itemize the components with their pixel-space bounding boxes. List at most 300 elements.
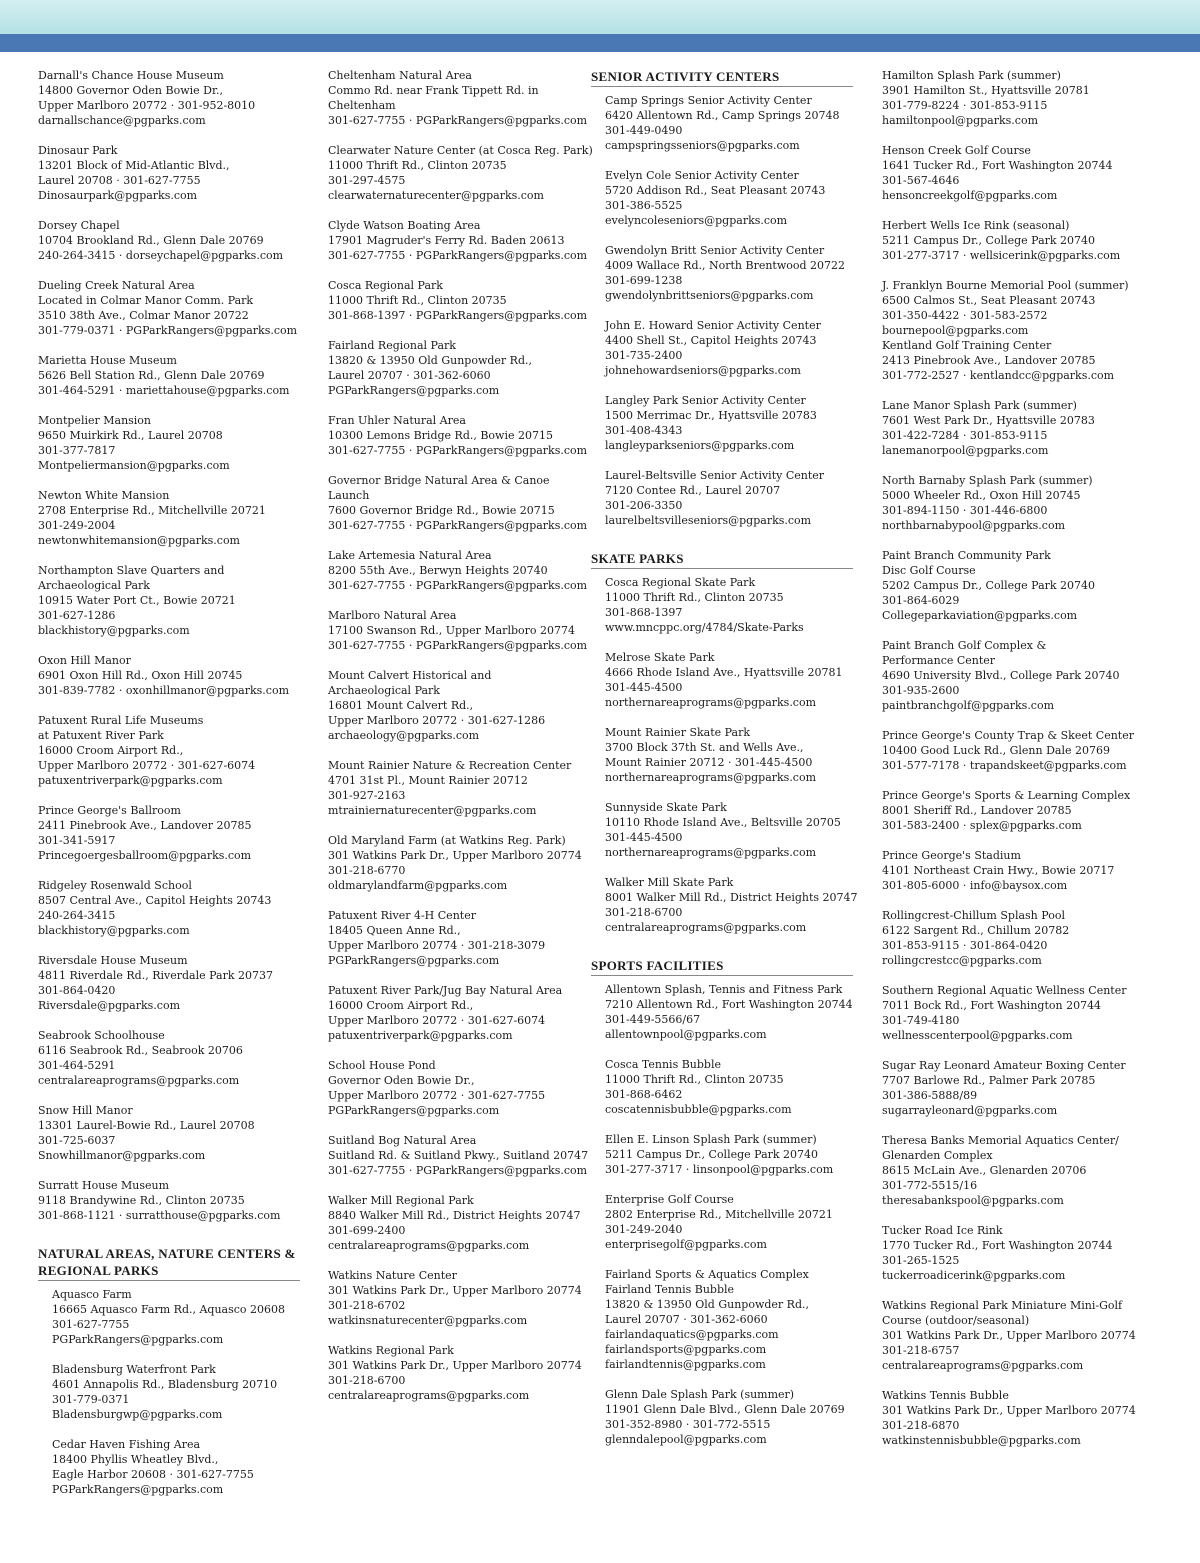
entry-name: John E. Howard Senior Activity Center xyxy=(605,319,821,332)
entry-detail: 301 Watkins Park Dr., Upper Marlboro 20774 xyxy=(328,849,582,862)
entry-detail: 14800 Governor Oden Bowie Dr., xyxy=(38,84,224,97)
entry-detail: 301-445-4500 xyxy=(605,831,683,844)
directory-entry xyxy=(328,1193,590,1253)
entry-detail: 301-927-2163 xyxy=(328,789,406,802)
entry-name: Enterprise Golf Course xyxy=(605,1193,734,1206)
directory-entry xyxy=(882,1298,1144,1373)
directory-entry xyxy=(38,1028,300,1088)
entry-detail: 301-779-0371 xyxy=(52,1393,130,1406)
entry-detail: Located in Colmar Manor Comm. Park xyxy=(38,294,254,307)
entry-detail: 301-218-6770 xyxy=(328,864,406,877)
entry-detail: 301-699-1238 xyxy=(605,274,683,287)
entry-detail: 301-265-1525 xyxy=(882,1254,960,1267)
entry-name: Laurel-Beltsville Senior Activity Center xyxy=(605,469,825,482)
entry-detail: 3510 38th Ave., Colmar Manor 20722 xyxy=(38,309,249,322)
column-3 xyxy=(591,68,858,1462)
directory-entry xyxy=(38,713,300,788)
directory-entry xyxy=(591,1192,853,1252)
entry-name: Dorsey Chapel xyxy=(38,219,120,232)
directory-entry xyxy=(882,473,1144,533)
entry-detail: 7601 West Park Dr., Hyattsville 20783 xyxy=(882,414,1095,427)
entry-name: Walker Mill Regional Park xyxy=(328,1194,474,1207)
entry-detail: 6901 Oxon Hill Rd., Oxon Hill 20745 xyxy=(38,669,243,682)
entry-name: Fairland Regional Park xyxy=(328,339,456,352)
entry-detail: Eagle Harbor 20608 · 301-627-7755 xyxy=(52,1468,254,1481)
entry-name: Old Maryland Farm (at Watkins Reg. Park) xyxy=(328,834,566,847)
entry-detail: 13301 Laurel-Bowie Rd., Laurel 20708 xyxy=(38,1119,255,1132)
entry-detail: tuckerroadicerink@pgparks.com xyxy=(882,1269,1066,1282)
entry-detail: 301-422-7284 · 301-853-9115 xyxy=(882,429,1048,442)
entry-detail: hensoncreekgolf@pgparks.com xyxy=(882,189,1058,202)
entry-name: Riversdale House Museum xyxy=(38,954,188,967)
directory-entry xyxy=(38,1362,300,1422)
entry-name: Paint Branch Community Park xyxy=(882,549,1051,562)
entry-detail: Glenarden Complex xyxy=(882,1149,993,1162)
directory-entry xyxy=(882,1058,1144,1118)
header-gradient-band xyxy=(0,0,1200,34)
directory-entry xyxy=(328,218,590,263)
entry-detail: clearwaternaturecenter@pgparks.com xyxy=(328,189,544,202)
directory-entry xyxy=(882,218,1144,263)
entry-detail: 301-297-4575 xyxy=(328,174,406,187)
entry-detail: sugarrayleonard@pgparks.com xyxy=(882,1104,1058,1117)
entry-detail: 5211 Campus Dr., College Park 20740 xyxy=(882,234,1096,247)
entry-name: Ridgeley Rosenwald School xyxy=(38,879,192,892)
directory-entry xyxy=(38,218,300,263)
directory-entry xyxy=(38,278,300,338)
directory-entry xyxy=(38,1103,300,1163)
entry-detail: 301-868-1121 · surratthouse@pgparks.com xyxy=(38,1209,281,1222)
entry-detail: 301-386-5525 xyxy=(605,199,683,212)
entry-detail: Course (outdoor/seasonal) xyxy=(882,1314,1030,1327)
entry-detail: 301-627-7755 · PGParkRangers@pgparks.com xyxy=(328,249,588,262)
entry-name: Mount Rainier Nature & Recreation Center xyxy=(328,759,572,772)
directory-entry xyxy=(591,982,853,1042)
entry-detail: 7210 Allentown Rd., Fort Washington 20744 xyxy=(605,998,853,1011)
entry-detail: 301-341-5917 xyxy=(38,834,116,847)
entry-detail: Collegeparkaviation@pgparks.com xyxy=(882,609,1078,622)
entry-detail: Governor Oden Bowie Dr., xyxy=(328,1074,475,1087)
entry-detail: 7707 Barlowe Rd., Palmer Park 20785 xyxy=(882,1074,1096,1087)
entry-detail: 6122 Sargent Rd., Chillum 20782 xyxy=(882,924,1070,937)
entry-detail: 13201 Block of Mid-Atlantic Blvd., xyxy=(38,159,230,172)
directory-section xyxy=(38,1245,300,1497)
entry-detail: northernareaprograms@pgparks.com xyxy=(605,846,817,859)
entry-detail: archaeology@pgparks.com xyxy=(328,729,480,742)
entry-name: Aquasco Farm xyxy=(52,1288,132,1301)
directory-section xyxy=(38,68,300,1223)
entry-detail: 301-218-6700 xyxy=(605,906,683,919)
directory-entry xyxy=(591,575,853,635)
entry-detail: fairlandaquatics@pgparks.com xyxy=(605,1328,779,1341)
entry-detail: 301-627-7755 · PGParkRangers@pgparks.com xyxy=(328,114,588,127)
directory-entry xyxy=(38,1178,300,1223)
entry-detail: Princegoergesballroom@pgparks.com xyxy=(38,849,252,862)
entry-detail: 16000 Croom Airport Rd., xyxy=(328,999,474,1012)
entry-detail: 301-445-4500 xyxy=(605,681,683,694)
entry-detail: allentownpool@pgparks.com xyxy=(605,1028,767,1041)
entry-detail: 301-935-2600 xyxy=(882,684,960,697)
entry-detail: Upper Marlboro 20772 · 301-952-8010 xyxy=(38,99,256,112)
directory-entry xyxy=(328,983,590,1043)
directory-entry xyxy=(882,548,1144,623)
entry-detail: Kentland Golf Training Center xyxy=(882,339,1052,352)
entry-name: Lane Manor Splash Park (summer) xyxy=(882,399,1077,412)
entry-detail: 8507 Central Ave., Capitol Heights 20743 xyxy=(38,894,272,907)
entry-detail: paintbranchgolf@pgparks.com xyxy=(882,699,1055,712)
column-1 xyxy=(38,68,300,1512)
entry-detail: Performance Center xyxy=(882,654,996,667)
entry-name: Watkins Tennis Bubble xyxy=(882,1389,1009,1402)
section-heading: SENIOR ACTIVITY CENTERS xyxy=(591,68,853,87)
entry-detail: coscatennisbubble@pgparks.com xyxy=(605,1103,792,1116)
entry-detail: watkinsnaturecenter@pgparks.com xyxy=(328,1314,528,1327)
directory-section xyxy=(328,68,593,1403)
entry-name: Prince George's Stadium xyxy=(882,849,1021,862)
entry-name: Evelyn Cole Senior Activity Center xyxy=(605,169,799,182)
entry-detail: centralareaprograms@pgparks.com xyxy=(328,1239,530,1252)
section-heading: SPORTS FACILITIES xyxy=(591,957,853,976)
entry-detail: 301-350-4422 · 301-583-2572 xyxy=(882,309,1048,322)
entry-name: Newton White Mansion xyxy=(38,489,170,502)
directory-entry xyxy=(38,353,300,398)
entry-detail: mtrainiernaturecenter@pgparks.com xyxy=(328,804,537,817)
entry-detail: 301-735-2400 xyxy=(605,349,683,362)
entry-name: Patuxent River Park/Jug Bay Natural Area xyxy=(328,984,563,997)
entry-name: Montpelier Mansion xyxy=(38,414,152,427)
entry-name: Herbert Wells Ice Rink (seasonal) xyxy=(882,219,1070,232)
entry-name: Paint Branch Golf Complex & xyxy=(882,639,1047,652)
entry-name: Mount Rainier Skate Park xyxy=(605,726,751,739)
directory-entry xyxy=(591,93,853,153)
entry-detail: 301-772-2527 · kentlandcc@pgparks.com xyxy=(882,369,1115,382)
entry-detail: 301-386-5888/89 xyxy=(882,1089,978,1102)
entry-detail: PGParkRangers@pgparks.com xyxy=(52,1483,224,1496)
directory-entry xyxy=(591,468,853,528)
entry-detail: Upper Marlboro 20772 · 301-627-6074 xyxy=(38,759,256,772)
entry-name: Gwendolyn Britt Senior Activity Center xyxy=(605,244,825,257)
entry-detail: Laurel 20707 · 301-362-6060 xyxy=(605,1313,768,1326)
directory-entry xyxy=(591,1132,853,1177)
entry-name: Prince George's County Trap & Skeet Center xyxy=(882,729,1134,742)
entry-detail: 18405 Queen Anne Rd., xyxy=(328,924,461,937)
entry-detail: hamiltonpool@pgparks.com xyxy=(882,114,1039,127)
entry-detail: Dinosaurpark@pgparks.com xyxy=(38,189,198,202)
entry-name: Clearwater Nature Center (at Cosca Reg. Park) xyxy=(328,144,593,157)
directory-entry xyxy=(38,803,300,863)
entry-detail: patuxentriverpark@pgparks.com xyxy=(328,1029,513,1042)
entry-detail: centralareaprograms@pgparks.com xyxy=(605,921,807,934)
entry-detail: newtonwhitemansion@pgparks.com xyxy=(38,534,240,547)
directory-entry xyxy=(328,1268,590,1328)
entry-detail: 301-839-7782 · oxonhillmanor@pgparks.com xyxy=(38,684,289,697)
entry-name: Cosca Regional Skate Park xyxy=(605,576,756,589)
entry-name: Sugar Ray Leonard Amateur Boxing Center xyxy=(882,1059,1126,1072)
entry-detail: 301-449-5566/67 xyxy=(605,1013,701,1026)
entry-detail: 10300 Lemons Bridge Rd., Bowie 20715 xyxy=(328,429,553,442)
entry-name: Suitland Bog Natural Area xyxy=(328,1134,477,1147)
entry-name: Marlboro Natural Area xyxy=(328,609,457,622)
entry-detail: 240-264-3415 xyxy=(38,909,116,922)
entry-detail: 10110 Rhode Island Ave., Beltsville 20705 xyxy=(605,816,841,829)
entry-detail: 301-894-1150 · 301-446-6800 xyxy=(882,504,1048,517)
directory-entry xyxy=(882,398,1144,458)
directory-entry xyxy=(328,473,590,533)
entry-detail: 4701 31st Pl., Mount Rainier 20712 xyxy=(328,774,528,787)
directory-entry xyxy=(591,393,853,453)
entry-name: J. Franklyn Bourne Memorial Pool (summer) xyxy=(882,279,1129,292)
entry-detail: 301-853-9115 · 301-864-0420 xyxy=(882,939,1048,952)
section-heading: NATURAL AREAS, NATURE CENTERS & REGIONAL PARKS xyxy=(38,1245,300,1281)
entry-name: Sunnyside Skate Park xyxy=(605,801,727,814)
entry-detail: 6116 Seabrook Rd., Seabrook 20706 xyxy=(38,1044,243,1057)
entry-name: Henson Creek Golf Course xyxy=(882,144,1031,157)
entry-name: Tucker Road Ice Rink xyxy=(882,1224,1003,1237)
entry-detail: 301-779-0371 · PGParkRangers@pgparks.com xyxy=(38,324,298,337)
header-blue-band xyxy=(0,34,1200,52)
entry-detail: 301-249-2040 xyxy=(605,1223,683,1236)
directory-entry xyxy=(328,668,590,743)
entry-detail: rollingcrestcc@pgparks.com xyxy=(882,954,1042,967)
directory-entry xyxy=(328,413,590,458)
entry-detail: 301-868-1397 xyxy=(605,606,683,619)
directory-entry xyxy=(328,758,590,818)
directory-entry xyxy=(591,168,853,228)
entry-detail: Disc Golf Course xyxy=(882,564,976,577)
entry-detail: 17100 Swanson Rd., Upper Marlboro 20774 xyxy=(328,624,575,637)
directory-entry xyxy=(882,983,1144,1043)
entry-detail: Snowhillmanor@pgparks.com xyxy=(38,1149,206,1162)
directory-entry xyxy=(38,1437,300,1497)
entry-name: Hamilton Splash Park (summer) xyxy=(882,69,1061,82)
entry-detail: 301-218-6702 xyxy=(328,1299,406,1312)
directory-entry xyxy=(882,68,1144,128)
entry-detail: 13820 & 13950 Old Gunpowder Rd., xyxy=(605,1298,809,1311)
entry-detail: 301-577-7178 · trapandskeet@pgparks.com xyxy=(882,759,1127,772)
entry-detail: PGParkRangers@pgparks.com xyxy=(328,954,500,967)
entry-detail: 301-627-7755 · PGParkRangers@pgparks.com xyxy=(328,519,588,532)
entry-detail: 2413 Pinebrook Ave., Landover 20785 xyxy=(882,354,1096,367)
entry-detail: gwendolynbrittseniors@pgparks.com xyxy=(605,289,814,302)
entry-name: Camp Springs Senior Activity Center xyxy=(605,94,812,107)
entry-detail: 301-627-7755 · PGParkRangers@pgparks.com xyxy=(328,1164,588,1177)
entry-detail: 301 Watkins Park Dr., Upper Marlboro 20774 xyxy=(328,1359,582,1372)
entry-detail: langleyparkseniors@pgparks.com xyxy=(605,439,795,452)
entry-detail: 10704 Brookland Rd., Glenn Dale 20769 xyxy=(38,234,264,247)
entry-name: Theresa Banks Memorial Aquatics Center/ xyxy=(882,1134,1119,1147)
directory-entry xyxy=(591,875,858,935)
entry-name: Cedar Haven Fishing Area xyxy=(52,1438,201,1451)
directory-entry xyxy=(328,1343,590,1403)
entry-detail: 16665 Aquasco Farm Rd., Aquasco 20608 xyxy=(52,1303,286,1316)
directory-entry xyxy=(882,1388,1144,1448)
directory-entry xyxy=(591,800,853,860)
entry-name: Lake Artemesia Natural Area xyxy=(328,549,492,562)
entry-detail: 10400 Good Luck Rd., Glenn Dale 20769 xyxy=(882,744,1110,757)
entry-detail: 8001 Walker Mill Rd., District Heights 20747 xyxy=(605,891,858,904)
entry-detail: 301-627-7755 xyxy=(52,1318,130,1331)
entry-detail: wellnesscenterpool@pgparks.com xyxy=(882,1029,1073,1042)
entry-name: Prince George's Sports & Learning Complex xyxy=(882,789,1131,802)
directory-entry xyxy=(591,725,853,785)
entry-detail: 301-627-7755 · PGParkRangers@pgparks.com xyxy=(328,639,588,652)
entry-detail: 1500 Merrimac Dr., Hyattsville 20783 xyxy=(605,409,817,422)
entry-detail: bournepool@pgparks.com xyxy=(882,324,1029,337)
entry-detail: 301-277-3717 · wellsicerink@pgparks.com xyxy=(882,249,1121,262)
entry-detail: 6420 Allentown Rd., Camp Springs 20748 xyxy=(605,109,840,122)
entry-detail: enterprisegolf@pgparks.com xyxy=(605,1238,767,1251)
entry-detail: 4666 Rhode Island Ave., Hyattsville 20781 xyxy=(605,666,843,679)
entry-detail: www.mncppc.org/4784/Skate-Parks xyxy=(605,621,804,634)
entry-detail: Commo Rd. near Frank Tippett Rd. in xyxy=(328,84,539,97)
directory-entry xyxy=(38,878,300,938)
entry-detail: 5211 Campus Dr., College Park 20740 xyxy=(605,1148,819,1161)
entry-detail: 301-352-8980 · 301-772-5515 xyxy=(605,1418,771,1431)
directory-entry xyxy=(591,1387,853,1447)
entry-detail: 301 Watkins Park Dr., Upper Marlboro 20774 xyxy=(882,1404,1136,1417)
directory-section xyxy=(591,957,853,1447)
entry-detail: 301-627-1286 xyxy=(38,609,116,622)
entry-detail: 301-779-8224 · 301-853-9115 xyxy=(882,99,1048,112)
entry-name: Walker Mill Skate Park xyxy=(605,876,734,889)
directory-entry xyxy=(328,608,590,653)
directory-entry xyxy=(591,318,853,378)
entry-detail: 1641 Tucker Rd., Fort Washington 20744 xyxy=(882,159,1113,172)
entry-detail: 301-699-2400 xyxy=(328,1224,406,1237)
entry-detail: 5626 Bell Station Rd., Glenn Dale 20769 xyxy=(38,369,265,382)
directory-entry xyxy=(591,1057,853,1117)
entry-detail: 16000 Croom Airport Rd., xyxy=(38,744,184,757)
entry-detail: 9118 Brandywine Rd., Clinton 20735 xyxy=(38,1194,245,1207)
directory-entry xyxy=(38,68,300,128)
directory-entry xyxy=(882,788,1144,833)
entry-detail: evelyncoleseniors@pgparks.com xyxy=(605,214,788,227)
entry-name: Cheltenham Natural Area xyxy=(328,69,472,82)
entry-name: Watkins Regional Park Miniature Mini-Golf xyxy=(882,1299,1123,1312)
directory-entry xyxy=(882,1133,1144,1208)
directory-entry xyxy=(38,653,300,698)
entry-name: Glenn Dale Splash Park (summer) xyxy=(605,1388,795,1401)
entry-detail: 7600 Governor Bridge Rd., Bowie 20715 xyxy=(328,504,555,517)
entry-detail: Launch xyxy=(328,489,370,502)
entry-detail: blackhistory@pgparks.com xyxy=(38,924,190,937)
entry-detail: laurelbeltsvilleseniors@pgparks.com xyxy=(605,514,812,527)
entry-detail: 16801 Mount Calvert Rd., xyxy=(328,699,474,712)
entry-name: Allentown Splash, Tennis and Fitness Park xyxy=(605,983,843,996)
directory-entry xyxy=(328,1058,590,1118)
directory-entry xyxy=(591,650,853,710)
entry-detail: 301-868-6462 xyxy=(605,1088,683,1101)
entry-detail: 301-725-6037 xyxy=(38,1134,116,1147)
entry-name: Fairland Sports & Aquatics Complex xyxy=(605,1268,809,1281)
entry-name: Patuxent Rural Life Museums xyxy=(38,714,204,727)
entry-detail: lanemanorpool@pgparks.com xyxy=(882,444,1049,457)
entry-detail: Upper Marlboro 20772 · 301-627-7755 xyxy=(328,1089,546,1102)
directory-entry xyxy=(38,563,300,638)
entry-detail: northernareaprograms@pgparks.com xyxy=(605,696,817,709)
entry-detail: watkinstennisbubble@pgparks.com xyxy=(882,1434,1081,1447)
entry-detail: Riversdale@pgparks.com xyxy=(38,999,181,1012)
entry-detail: 7120 Contee Rd., Laurel 20707 xyxy=(605,484,781,497)
entry-name: Prince George's Ballroom xyxy=(38,804,181,817)
directory-entry xyxy=(328,1133,590,1178)
entry-detail: 240-264-3415 · dorseychapel@pgparks.com xyxy=(38,249,284,262)
entry-detail: glenndalepool@pgparks.com xyxy=(605,1433,767,1446)
entry-detail: 301-864-0420 xyxy=(38,984,116,997)
entry-detail: 301-464-5291 · mariettahouse@pgparks.com xyxy=(38,384,290,397)
entry-name: North Barnaby Splash Park (summer) xyxy=(882,474,1093,487)
directory-section xyxy=(882,68,1144,1448)
entry-detail: patuxentriverpark@pgparks.com xyxy=(38,774,223,787)
directory-entry xyxy=(882,278,1144,383)
entry-name: Bladensburg Waterfront Park xyxy=(52,1363,216,1376)
entry-detail: Suitland Rd. & Suitland Pkwy., Suitland 20747 xyxy=(328,1149,589,1162)
entry-detail: 7011 Bock Rd., Fort Washington 20744 xyxy=(882,999,1102,1012)
entry-detail: centralareaprograms@pgparks.com xyxy=(882,1359,1084,1372)
entry-detail: fairlandsports@pgparks.com xyxy=(605,1343,767,1356)
directory-entry xyxy=(328,143,593,203)
entry-detail: 301-805-6000 · info@baysox.com xyxy=(882,879,1068,892)
entry-detail: 5720 Addison Rd., Seat Pleasant 20743 xyxy=(605,184,826,197)
entry-name: Cosca Tennis Bubble xyxy=(605,1058,721,1071)
entry-detail: 2411 Pinebrook Ave., Landover 20785 xyxy=(38,819,252,832)
directory-entry xyxy=(328,833,590,893)
entry-detail: 301-567-4646 xyxy=(882,174,960,187)
entry-detail: 9650 Muirkirk Rd., Laurel 20708 xyxy=(38,429,223,442)
entry-detail: Bladensburgwp@pgparks.com xyxy=(52,1408,223,1421)
entry-detail: Archaeological Park xyxy=(328,684,440,697)
entry-detail: 301-218-6700 xyxy=(328,1374,406,1387)
directory-entry xyxy=(328,548,590,593)
entry-name: Northampton Slave Quarters and xyxy=(38,564,225,577)
column-2 xyxy=(328,68,593,1418)
directory-entry xyxy=(882,908,1144,968)
entry-name: Mount Calvert Historical and xyxy=(328,669,492,682)
directory-entry xyxy=(38,143,300,203)
entry-detail: 301-277-3717 · linsonpool@pgparks.com xyxy=(605,1163,834,1176)
entry-detail: 301-868-1397 · PGParkRangers@pgparks.com xyxy=(328,309,588,322)
entry-detail: 4690 University Blvd., College Park 20740 xyxy=(882,669,1120,682)
entry-name: Cosca Regional Park xyxy=(328,279,443,292)
entry-detail: PGParkRangers@pgparks.com xyxy=(328,384,500,397)
entry-detail: campspringsseniors@pgparks.com xyxy=(605,139,800,152)
entry-detail: 301-772-5515/16 xyxy=(882,1179,978,1192)
entry-detail: 4400 Shell St., Capitol Heights 20743 xyxy=(605,334,817,347)
entry-name: Marietta House Museum xyxy=(38,354,177,367)
entry-name: Dinosaur Park xyxy=(38,144,118,157)
entry-detail: 10915 Water Port Ct., Bowie 20721 xyxy=(38,594,236,607)
entry-detail: 11000 Thrift Rd., Clinton 20735 xyxy=(328,159,507,172)
entry-detail: 8001 Sheriff Rd., Landover 20785 xyxy=(882,804,1072,817)
directory-entry xyxy=(328,68,590,128)
entry-detail: 8200 55th Ave., Berwyn Heights 20740 xyxy=(328,564,548,577)
entry-detail: 301-464-5291 xyxy=(38,1059,116,1072)
directory-entry xyxy=(591,243,853,303)
directory-section xyxy=(591,550,858,935)
entry-detail: 11000 Thrift Rd., Clinton 20735 xyxy=(605,1073,784,1086)
entry-detail: 18400 Phyllis Wheatley Blvd., xyxy=(52,1453,219,1466)
entry-detail: darnallschance@pgparks.com xyxy=(38,114,206,127)
directory-entry xyxy=(38,413,300,473)
entry-name: Rollingcrest-Chillum Splash Pool xyxy=(882,909,1065,922)
directory-entry xyxy=(328,278,590,323)
directory-entry xyxy=(882,1223,1144,1283)
entry-detail: 5202 Campus Dr., College Park 20740 xyxy=(882,579,1096,592)
entry-detail: Fairland Tennis Bubble xyxy=(605,1283,735,1296)
entry-detail: Laurel 20707 · 301-362-6060 xyxy=(328,369,491,382)
entry-detail: 4601 Annapolis Rd., Bladensburg 20710 xyxy=(52,1378,278,1391)
entry-name: Oxon Hill Manor xyxy=(38,654,131,667)
